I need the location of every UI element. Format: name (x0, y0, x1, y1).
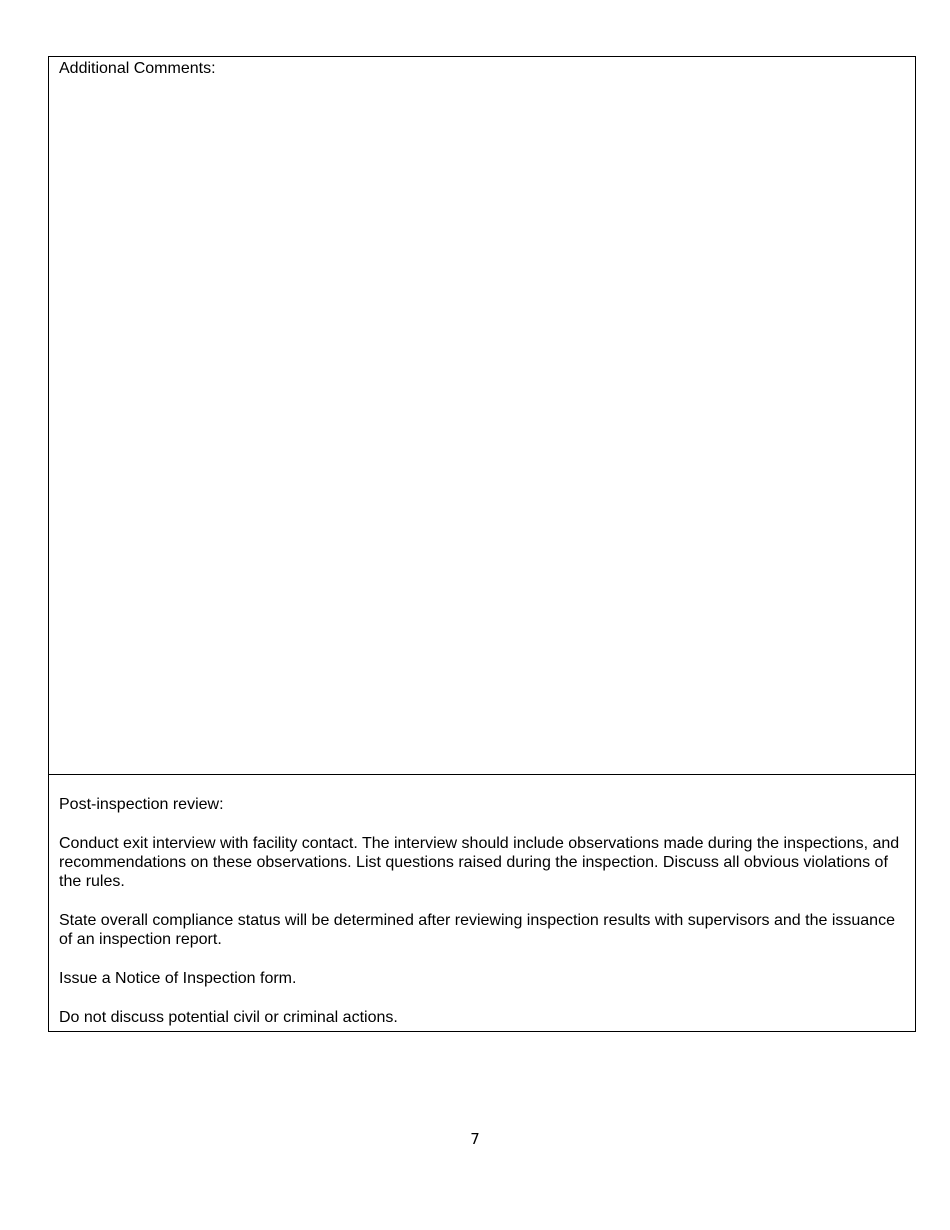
additional-comments-label: Additional Comments: (59, 60, 216, 77)
review-paragraph-exit-interview: Conduct exit interview with facility contact. The interview should include observations made during the inspections, and recommendations on these observations. List questions raised during the inspection. Discuss all obvious violations of the rules. (59, 835, 900, 890)
post-inspection-review-section (49, 775, 915, 1031)
post-inspection-review-heading: Post-inspection review: (59, 796, 224, 813)
page-number: 7 (470, 1130, 480, 1148)
review-paragraph-compliance-status: State overall compliance status will be determined after reviewing inspection results with supervisors and the issuance of an inspection report. (59, 912, 895, 948)
inspection-form-table (48, 56, 916, 1032)
review-paragraph-civil-criminal: Do not discuss potential civil or criminal actions. (59, 1009, 398, 1026)
review-paragraph-notice-of-inspection: Issue a Notice of Inspection form. (59, 970, 297, 987)
additional-comments-field[interactable] (49, 57, 915, 775)
